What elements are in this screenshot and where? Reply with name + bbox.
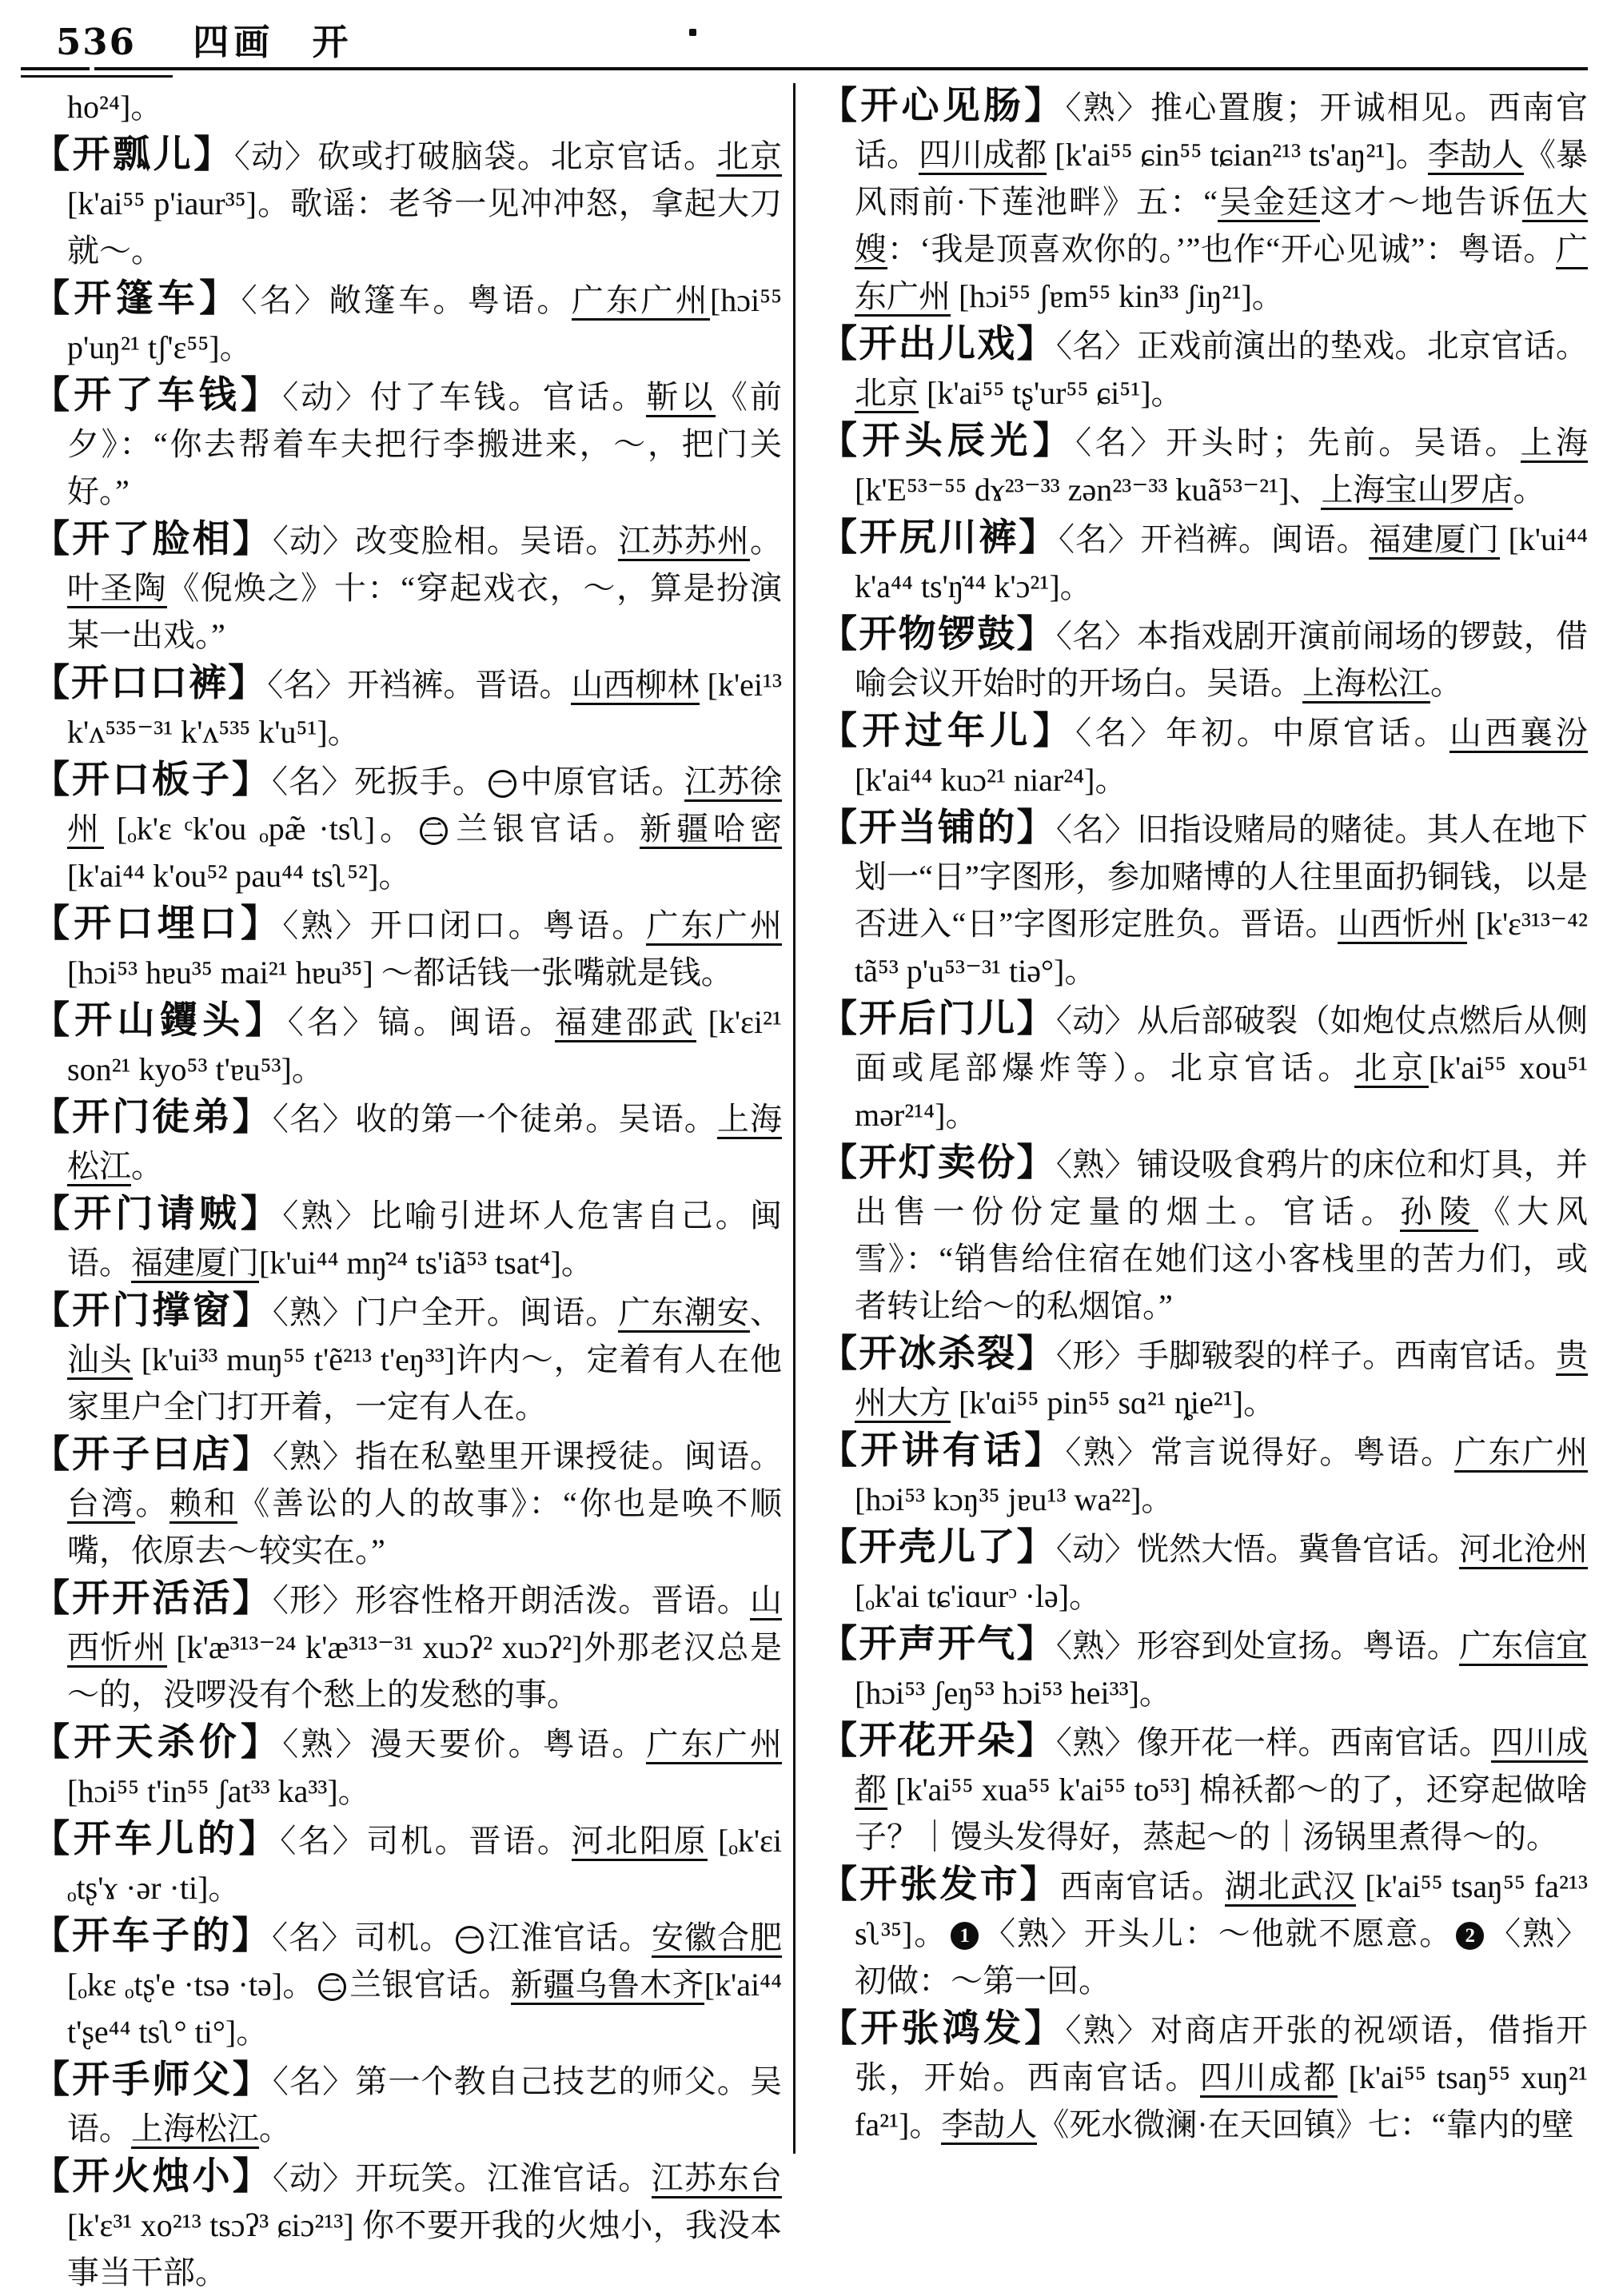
entry-text: 《大风雪》：“销售给住宿在她们这小客栈里的苦力们，或者转让给～的私烟馆。”	[855, 1194, 1589, 1324]
dictionary-entry	[819, 1862, 1588, 2004]
entry-text: 〈熟〉像开花一样。西南官话。	[1055, 1724, 1492, 1760]
proper-noun-underlined: 四川成都	[1200, 2059, 1338, 2098]
entry-text: 〈熟〉开口闭口。粤语。	[282, 907, 647, 943]
page-number-rule-2	[21, 75, 173, 78]
two-column-layout	[32, 83, 1589, 2290]
proper-noun-underlined: 上海	[1521, 425, 1588, 463]
dictionary-entry	[32, 1576, 782, 1718]
entry-text: 〈名〉司机。晋语。	[280, 1823, 572, 1859]
entry-text: 〈熟〉推心置腹；开诚相见。西南官话。	[855, 90, 1589, 173]
dictionary-entry	[819, 1718, 1588, 1860]
entry-text: [k'ui³³ muŋ⁵⁵ t'ẽ²¹³ t'eŋ³³]许内～，定着有人在他家里户全门打开着，一定有人在。	[67, 1341, 782, 1425]
proper-noun-underlined: 叶圣陶	[67, 570, 167, 608]
entry-text: [ₒk'ɛi ₒtʂ'ɤ ·ər ·ti]。	[67, 1823, 783, 1906]
entry-text: 〈名〉收的第一个徒弟。吴语。	[272, 1101, 717, 1137]
stroke-section-label: 四画	[193, 22, 275, 62]
dictionary-entry	[32, 2154, 782, 2296]
entry-text: [k'ɛi²¹ son²¹ kyo⁵³ t'ɐu⁵³]。	[67, 1004, 783, 1087]
entry-text: 江淮官话。	[487, 1919, 652, 1955]
entry-text: [hɔi⁵³ hɐu³⁵ mai²¹ hɐu³⁵] ～都话钱一张嘴就是钱。	[67, 955, 733, 991]
entry-text: [k'ai⁴⁴ t'ʂe⁴⁴ tsʅ° ti°]。	[67, 1967, 783, 2050]
entry-headword: 【开门撑窗】	[32, 1290, 273, 1332]
entry-text: [k'ui⁴⁴ mŋ̇²⁴ ts'iã⁵³ tsat⁴]。	[259, 1245, 593, 1281]
entry-text: 〈熟〉指在私塾里开课授徒。闽语。	[272, 1438, 783, 1474]
proper-noun-underlined: 汕头	[67, 1341, 133, 1380]
page-number: 536	[56, 21, 136, 63]
entry-headword: 【开当铺的】	[819, 807, 1056, 849]
entry-headword: 【开壳儿了】	[819, 1527, 1056, 1569]
entry-headword: 【开车子的】	[32, 1915, 272, 1957]
entry-headword: 【开过年儿】	[819, 711, 1076, 752]
proper-noun-underlined: 上海松江	[67, 1101, 782, 1186]
entry-text: 〈名〉年初。中原官话。	[1075, 715, 1449, 751]
entry-text: 〈动〉从后部破裂（如炮仗点燃后从侧面或尾部爆炸等）。北京官话。	[855, 1003, 1589, 1086]
entry-headword: 【开门请贼】	[32, 1194, 283, 1235]
entry-text: 。	[131, 1148, 163, 1184]
entry-text: 〈名〉本指戏剧开演前闹场的锣鼓，借喻会议开始时的开场白。吴语。	[855, 618, 1589, 701]
entry-text: 〈动〉改变脸相。吴语。	[272, 523, 619, 559]
dictionary-entry	[32, 1432, 782, 1574]
entry-text: 《倪焕之》十：“穿起戏衣，～，算是扮演某一出戏。”	[67, 570, 782, 653]
entry-text: [k'ai⁵⁵ p'iaur³⁵]。歌谣：老爷一见冲冲怒，拿起大刀就～。	[67, 185, 782, 269]
entry-text: 〈名〉开裆裤。晋语。	[267, 667, 572, 703]
proper-noun-underlined: 湖北武汉	[1225, 1868, 1357, 1907]
entry-text: [hɔi⁵³ ʃeŋ⁵³ hɔi⁵³ hei³³]。	[855, 1675, 1171, 1711]
proper-noun-underlined: 福建厦门	[1369, 521, 1499, 560]
entry-text: 〈熟〉比喻引进坏人危害自己。闽语。	[67, 1198, 783, 1281]
entry-text: 〈熟〉常言说得好。粤语。	[1065, 1434, 1455, 1470]
dictionary-entry	[819, 1331, 1588, 1426]
entry-text: 〈熟〉开头儿：～他就不愿意。	[982, 1915, 1453, 1951]
right-column	[793, 83, 1588, 2154]
entry-text: 《暴风雨前·下莲池畔》五：“	[855, 137, 1589, 220]
entry-text: 〈名〉开裆裤。闽语。	[1059, 521, 1370, 557]
entry-headword: 【开车儿的】	[32, 1819, 281, 1860]
circled-number: 2	[1456, 1922, 1484, 1950]
entry-headword: 【开口口裤】	[32, 663, 268, 704]
proper-noun-underlined: 山西忻州	[1338, 906, 1467, 944]
continuation-line	[32, 83, 782, 130]
entry-text: 兰银官话。	[451, 811, 640, 847]
proper-noun-underlined: 四川成都	[919, 137, 1047, 175]
entry-headword: 【开开活活】	[32, 1578, 273, 1620]
proper-noun-underlined: 山西襄汾	[1449, 715, 1588, 753]
entry-headword: 【开心见肠】	[819, 86, 1066, 127]
dictionary-entry	[819, 321, 1588, 417]
entry-text: 这才～地告诉	[1320, 184, 1522, 220]
circled-number: 二	[420, 817, 448, 845]
entry-headword: 【开张鸿发】	[819, 2008, 1066, 2050]
dictionary-entry	[32, 1816, 782, 1911]
entry-text: ：‘我是顶喜欢你的。’”也作“开心见诚”：粤语。	[887, 231, 1557, 267]
proper-noun-underlined: 山西柳林	[571, 667, 699, 705]
proper-noun-underlined: 上海宝山罗店	[1321, 472, 1513, 510]
entry-text: [k'ai⁴⁴ k'ou⁵² pau⁴⁴ tsʅ⁵²]。	[67, 858, 411, 894]
proper-noun-underlined: 伍大嫂	[855, 184, 1588, 269]
entry-text: 兰银官话。	[349, 1967, 511, 2003]
proper-noun-underlined: 新疆乌鲁木齐	[511, 1967, 704, 2005]
proper-noun-underlined: 广东广州	[855, 231, 1588, 317]
scan-speck	[689, 29, 696, 36]
entry-headword: 【开物锣鼓】	[819, 614, 1056, 656]
entry-text: 〈名〉第一个教自己技艺的师父。吴语。	[67, 2063, 783, 2147]
dictionary-entry	[819, 612, 1588, 707]
dictionary-entry	[32, 1288, 782, 1430]
entry-headword: 【开后门儿】	[819, 999, 1056, 1040]
entry-text: 。	[135, 1485, 170, 1521]
circled-number: 1	[951, 1922, 979, 1950]
left-column	[32, 83, 793, 2290]
dictionary-entry	[32, 901, 782, 996]
entry-text: 〈形〉形容性格开朗活泼。晋语。	[272, 1582, 751, 1618]
entry-headword: 【开火烛小】	[32, 2156, 273, 2198]
entry-headword: 【开出儿戏】	[819, 324, 1056, 365]
entry-text: 〈熟〉门户全开。闽语。	[272, 1294, 619, 1330]
entry-text: 《前夕》：“你去帮着车夫把行李搬进来，～，把门关好。”	[67, 379, 783, 509]
proper-noun-underlined: 江苏徐州	[67, 763, 782, 849]
entry-headword: 【开声开气】	[819, 1624, 1056, 1665]
entry-text: [k'ɛ³¹ xo²¹³ tsɔʔ³ ɕiɔ²¹³] 你不要开我的火烛小，我没本事当干部。	[67, 2207, 782, 2290]
entry-text: [ₒkɛ ₒtʂ'e ·tsə ·tə]。	[67, 1967, 315, 2003]
dictionary-entry	[819, 1621, 1588, 1716]
entry-text: 〈熟〉形容到处宣扬。粤语。	[1055, 1628, 1460, 1664]
proper-noun-underlined: 上海松江	[131, 2111, 259, 2149]
entry-text: [ₒk'ai tɕ'iɑurᵓ ·lə]。	[855, 1578, 1102, 1614]
proper-noun-underlined: 上海松江	[1302, 665, 1430, 704]
proper-noun-underlined: 广东潮安	[618, 1294, 750, 1333]
entry-headword: 【开花开朵】	[819, 1720, 1056, 1762]
dictionary-entry	[32, 276, 782, 371]
entry-headword: 【开了车钱】	[32, 375, 283, 417]
entry-text: [k'E⁵³⁻⁵⁵ dɤ²³⁻³³ zən²³⁻³³ kuã⁵³⁻²¹]、	[855, 472, 1322, 508]
proper-noun-underlined: 靳以	[646, 379, 715, 417]
proper-noun-underlined: 河北沧州	[1459, 1531, 1588, 1569]
dictionary-entry	[32, 998, 782, 1093]
proper-noun-underlined: 赖和	[169, 1485, 237, 1524]
proper-noun-underlined: 孙陵	[1400, 1194, 1477, 1232]
entry-text: 〈熟〉漫天要价。粤语。	[282, 1726, 647, 1762]
proper-noun-underlined: 北京	[855, 375, 919, 413]
proper-noun-underlined: 台湾	[67, 1485, 135, 1524]
dictionary-entry	[819, 515, 1588, 610]
entry-text: 〈动〉付了车钱。官话。	[282, 379, 647, 415]
proper-noun-underlined: 山西忻州	[67, 1582, 782, 1668]
proper-noun-underlined: 安徽合肥	[652, 1919, 782, 1958]
dictionary-entry	[819, 1428, 1588, 1523]
dictionary-entry	[819, 418, 1588, 513]
dictionary-entry	[32, 1191, 782, 1286]
dictionary-entry	[819, 1140, 1588, 1329]
entry-text: [k'ai⁵⁵ xou⁵¹ mər²¹⁴]。	[855, 1050, 1589, 1133]
circled-number: 一	[456, 1926, 484, 1954]
proper-noun-underlined: 广东信宜	[1459, 1628, 1588, 1666]
entry-text: 〈名〉旧指设赌局的赌徒。其人在地下划一“日”字图形，参加赌博的人往里面扔铜钱，以是否进入“日”字图形定胜负。晋语。	[855, 811, 1589, 942]
proper-noun-underlined: 李劼人	[1428, 137, 1524, 175]
proper-noun-underlined: 广东广州	[646, 907, 782, 946]
entry-text: 〈动〉开玩笑。江淮官话。	[272, 2160, 652, 2196]
entry-headword: 【开了脸相】	[32, 519, 273, 560]
proper-noun-underlined: 福建厦门	[131, 1245, 259, 1283]
entry-text: 〈形〉手脚皲裂的样子。西南官话。	[1055, 1337, 1557, 1373]
entry-text: 《善讼的人的故事》：“你也是唤不顺嘴，依原去～较实在。”	[67, 1485, 783, 1569]
entry-headword: 【开口板子】	[32, 759, 272, 801]
entry-headword: 【开山钁头】	[32, 1000, 288, 1042]
entry-text: [k'ai⁵⁵ ɕin⁵⁵ tɕian²¹³ ts'aŋ²¹]。	[1047, 137, 1428, 173]
entry-headword: 【开冰杀裂】	[819, 1333, 1056, 1375]
entry-text: [k'ai⁵⁵ xua⁵⁵ k'ai⁵⁵ to⁵³] 棉袄都～的了，还穿起做啥子？｜馒头发得好，蒸起～的｜汤锅里煮得～的。	[855, 1772, 1589, 1855]
entry-text: 〈熟〉初做：～第一回。	[855, 1915, 1589, 1999]
dictionary-entry	[32, 373, 782, 515]
proper-noun-underlined: 新疆哈密	[640, 811, 782, 849]
dictionary-entry	[32, 516, 782, 659]
entry-headword: 【开口埋口】	[32, 903, 283, 945]
entry-text: 〈动〉砍或打破脑袋。北京官话。	[233, 138, 717, 174]
proper-noun-underlined: 广东广州	[572, 282, 710, 321]
entry-text: [ₒk'ɛ ᶜk'ou ₒpæ̃ ·tsʅ]。	[103, 811, 417, 847]
entry-text: [k'ai⁵⁵ tʂ'ur⁵⁵ ɕi⁵¹]。	[919, 375, 1183, 411]
entry-headword: 【开讲有话】	[819, 1430, 1066, 1472]
dictionary-entry	[32, 1720, 782, 1815]
entry-headword: 【开手师父】	[32, 2059, 273, 2101]
entry-text: 〈名〉司机。	[272, 1919, 453, 1955]
proper-noun-underlined: 福建邵武	[555, 1004, 696, 1042]
entry-headword: 【开头辰光】	[819, 421, 1076, 462]
entry-text: 〈熟〉铺设吸食鸦片的床位和灯具，并出售一份份定量的烟土。官话。	[855, 1146, 1589, 1230]
entry-text: 〈名〉死扳手。	[272, 763, 485, 799]
entry-text: [hɔi⁵⁵ t'in⁵⁵ ʃat³³ ka³³]。	[67, 1773, 370, 1809]
dictionary-entry	[32, 132, 782, 274]
entry-text: [hɔi⁵³ kɔŋ³⁵ jɐu¹³ wa²²]。	[855, 1481, 1174, 1517]
entry-text: [k'æ³¹³⁻²⁴ k'æ³¹³⁻³¹ xuɔʔ² xuɔʔ²]外那老汉总是～的，没啰没有个愁上的发愁的事。	[67, 1629, 783, 1712]
proper-noun-underlined: 四川成都	[855, 1724, 1588, 1810]
dictionary-entry	[32, 757, 782, 899]
entry-text: [hɔi⁵⁵ ʃɐm⁵⁵ kin³³ ʃiŋ²¹]。	[951, 278, 1284, 314]
entry-text: [k'ai⁵⁵ tsaŋ⁵⁵ fa²¹³ sʅ³⁵]。	[855, 1868, 1589, 1951]
proper-noun-underlined: 广东广州	[646, 1726, 782, 1764]
entry-text: 〈名〉正戏前演出的垫戏。北京官话。	[1055, 328, 1589, 364]
entry-headword: 【开门徒弟】	[32, 1097, 273, 1138]
entry-headword: 【开子曰店】	[32, 1434, 273, 1476]
dictionary-entry	[819, 708, 1588, 803]
entry-text: 中原官话。	[520, 763, 684, 799]
dictionary-entry	[32, 1913, 782, 2055]
entry-text: ho²⁴]。	[67, 89, 163, 125]
entry-text: 〈名〉镐。闽语。	[287, 1004, 556, 1040]
dictionary-entry	[32, 2057, 782, 2152]
proper-noun-underlined: 贵州大方	[855, 1337, 1588, 1423]
entry-headword: 【开灯卖份】	[819, 1142, 1056, 1184]
entry-text: [k'ɛ³¹³⁻⁴² tã⁵³ p'u⁵³⁻³¹ tiə°]。	[855, 906, 1588, 989]
entry-text: 〈熟〉对商店开张的祝颂语，借指开张，开始。西南官话。	[855, 2012, 1589, 2095]
entry-text: [k'ui⁴⁴ k'a⁴⁴ ts'ŋ̇⁴⁴ k'ɔ²¹]。	[855, 521, 1589, 604]
entry-headword: 【开篷车】	[32, 278, 241, 320]
entry-text: 。	[259, 2111, 291, 2147]
entry-text: [k'ei¹³ k'ʌ⁵³⁵⁻³¹ k'ʌ⁵³⁵ k'u⁵¹]。	[67, 667, 783, 750]
dictionary-entry	[819, 83, 1588, 320]
dictionary-entry	[32, 1094, 782, 1190]
proper-noun-underlined: 江苏东台	[652, 2160, 782, 2198]
circled-number: 一	[488, 770, 516, 798]
entry-headword: 【开瓢儿】	[32, 134, 234, 176]
proper-noun-underlined: 江苏苏州	[618, 523, 750, 561]
entry-text: 。	[1430, 665, 1462, 701]
page-header	[56, 13, 1583, 62]
proper-noun-underlined: 李劼人	[941, 2107, 1037, 2145]
entry-text: [k'ɑi⁵⁵ pin⁵⁵ sɑ²¹ ȵie²¹]。	[951, 1385, 1276, 1421]
entry-text: 、	[750, 1294, 783, 1330]
proper-noun-underlined: 北京	[1354, 1050, 1428, 1088]
entry-text: [hɔi⁵⁵ p'uŋ²¹ tʃ'ɛ⁵⁵]。	[67, 282, 783, 365]
dictionary-entry	[819, 805, 1588, 995]
proper-noun-underlined: 广东广州	[1454, 1434, 1588, 1473]
proper-noun-underlined: 河北阳原	[572, 1823, 708, 1861]
entry-text: 。	[750, 523, 783, 559]
dictionary-entry	[819, 996, 1588, 1138]
entry-headword: 【开张发市】	[819, 1864, 1060, 1906]
proper-noun-underlined: 北京	[716, 138, 782, 177]
entry-headword: 【开天杀价】	[32, 1722, 283, 1764]
entry-text: 〈动〉恍然大悟。冀鲁官话。	[1055, 1531, 1460, 1567]
circled-number: 二	[318, 1973, 346, 2001]
entry-text: 。	[1513, 472, 1545, 508]
header-rule	[94, 67, 1588, 70]
dictionary-entry	[819, 2006, 1588, 2148]
entry-text: [k'ai⁴⁴ kuɔ²¹ niar²⁴]。	[855, 762, 1127, 798]
entry-text: 〈名〉敞篷车。粤语。	[241, 282, 572, 318]
page-number-rule	[21, 67, 90, 70]
dictionary-entry	[819, 1525, 1588, 1620]
entry-text: [k'ai⁵⁵ tsaŋ⁵⁵ xuŋ²¹ fa²¹]。	[855, 2059, 1589, 2143]
proper-noun-underlined: 吴金廷	[1218, 184, 1320, 222]
entry-text: 《死水微澜·在天回镇》七：“靠内的壁	[1037, 2107, 1574, 2143]
entry-headword: 【开尻川裤】	[819, 517, 1059, 559]
radical-character: 开	[312, 22, 350, 62]
entry-text: 西南官话。	[1059, 1868, 1225, 1904]
entry-text: 〈名〉开头时；先前。吴语。	[1075, 425, 1521, 460]
dictionary-entry	[32, 660, 782, 755]
